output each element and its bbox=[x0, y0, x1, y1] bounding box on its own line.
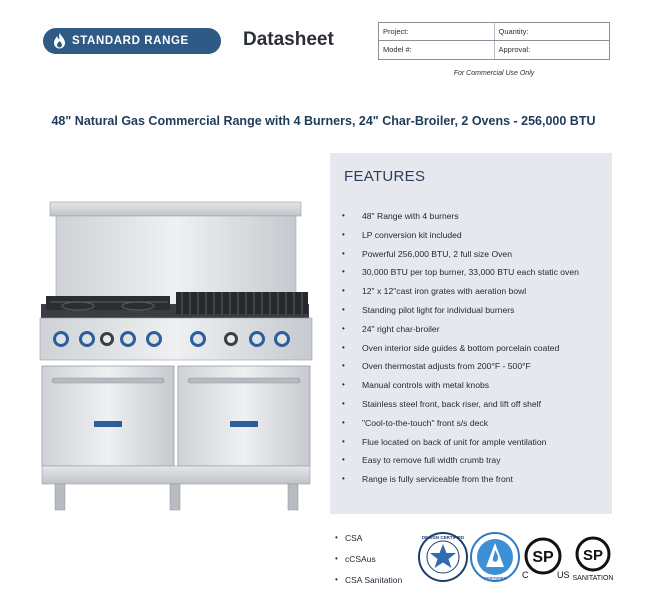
feature-text: 12" x 12"cast iron grates with aeration bowl bbox=[362, 286, 527, 297]
bullet-icon: • bbox=[342, 248, 345, 258]
certification-item bbox=[335, 575, 402, 593]
bullet-icon: • bbox=[335, 533, 338, 542]
project-info-box bbox=[378, 22, 610, 60]
bullet-icon: • bbox=[342, 455, 345, 465]
bullet-icon: • bbox=[342, 398, 345, 408]
design-certified-text: DESIGN CERTIFIED bbox=[421, 535, 465, 540]
feature-text: Powerful 256,000 BTU, 2 full size Oven bbox=[362, 248, 512, 259]
design-certified-seal-icon bbox=[419, 533, 467, 581]
brand-name: STANDARD RANGE bbox=[72, 35, 189, 47]
certification-list bbox=[335, 533, 402, 593]
feature-text: Oven interior side guides & bottom porcelain coated bbox=[362, 342, 560, 353]
commercial-range-image bbox=[38, 196, 316, 514]
csa-sanitation-mark-icon bbox=[573, 538, 614, 582]
feature-item bbox=[342, 437, 579, 456]
bullet-icon: • bbox=[335, 554, 338, 563]
feature-item bbox=[342, 418, 579, 437]
bullet-icon: • bbox=[342, 436, 345, 446]
feature-item bbox=[342, 343, 579, 362]
certification-text: CSA bbox=[345, 533, 363, 543]
features-panel bbox=[330, 153, 612, 514]
feature-text: Stainless steel front, back riser, and lift off shelf bbox=[362, 398, 541, 409]
bullet-icon: • bbox=[342, 323, 345, 333]
bullet-icon: • bbox=[342, 267, 345, 277]
csa-sanitation-mark-text: SP bbox=[582, 547, 604, 564]
feature-text: Range is fully serviceable from the front bbox=[362, 474, 513, 485]
feature-item bbox=[342, 230, 579, 249]
feature-item bbox=[342, 249, 579, 268]
bullet-icon: • bbox=[342, 211, 345, 220]
feature-item bbox=[342, 399, 579, 418]
feature-text: "Cool-to-the-touch" front s/s deck bbox=[362, 417, 488, 428]
feature-item bbox=[342, 455, 579, 474]
certification-text: CSA Sanitation bbox=[345, 575, 403, 585]
certified-seal-icon bbox=[471, 533, 519, 581]
feature-text: Easy to remove full width crumb tray bbox=[362, 455, 501, 466]
flame-icon bbox=[53, 33, 66, 49]
brand-logo bbox=[43, 28, 221, 54]
feature-text: LP conversion kit included bbox=[362, 229, 462, 240]
info-row-project bbox=[379, 23, 609, 41]
approval-field[interactable]: Approval: bbox=[494, 41, 610, 59]
feature-text: Manual controls with metal knobs bbox=[362, 380, 490, 391]
bullet-icon: • bbox=[335, 575, 338, 584]
bullet-icon: • bbox=[342, 380, 345, 390]
feature-item bbox=[342, 324, 579, 343]
feature-list bbox=[342, 211, 579, 493]
feature-item bbox=[342, 361, 579, 380]
quantity-field[interactable]: Quantity: bbox=[494, 23, 610, 40]
feature-text: Flue located on back of unit for ample ventilation bbox=[362, 436, 547, 447]
feature-item bbox=[342, 267, 579, 286]
sanitation-text: SANITATION bbox=[572, 575, 614, 582]
model-field[interactable]: Model #: bbox=[383, 45, 412, 54]
bullet-icon: • bbox=[342, 361, 345, 371]
info-row-model bbox=[379, 41, 609, 59]
csa-mark-text: SP bbox=[532, 549, 554, 566]
feature-text: 24" right char-broiler bbox=[362, 323, 440, 334]
page-title: Datasheet bbox=[243, 29, 334, 50]
feature-item bbox=[342, 380, 579, 399]
bullet-icon: • bbox=[342, 417, 345, 427]
c-text: C bbox=[522, 570, 529, 580]
commercial-use-note: For Commercial Use Only bbox=[453, 70, 535, 77]
bullet-icon: • bbox=[342, 342, 345, 352]
feature-text: Oven thermostat adjusts from 200°F - 500°F bbox=[362, 361, 531, 372]
bullet-icon: • bbox=[342, 229, 345, 239]
bullet-icon: • bbox=[342, 474, 345, 484]
us-text: US bbox=[557, 570, 570, 580]
certification-item bbox=[335, 554, 402, 575]
certification-item bbox=[335, 533, 402, 554]
product-title: 48" Natural Gas Commercial Range with 4 Burners, 24" Char-Broiler, 2 Ovens - 256,000 BTU bbox=[51, 114, 596, 128]
bullet-icon: • bbox=[342, 286, 345, 296]
features-heading: FEATURES bbox=[344, 168, 426, 185]
certified-text: CERTIFIED bbox=[483, 576, 507, 581]
certification-logos bbox=[418, 530, 623, 585]
feature-item bbox=[342, 286, 579, 305]
certification-text: cCSAus bbox=[345, 554, 376, 564]
bullet-icon: • bbox=[342, 304, 345, 314]
feature-text: 48" Range with 4 burners bbox=[362, 211, 459, 221]
feature-item bbox=[342, 474, 579, 493]
feature-text: 30,000 BTU per top burner, 33,000 BTU each static oven bbox=[362, 267, 579, 278]
feature-text: Standing pilot light for individual burners bbox=[362, 304, 515, 315]
feature-item bbox=[342, 305, 579, 324]
project-field[interactable]: Project: bbox=[383, 27, 409, 36]
csa-cus-mark-icon bbox=[522, 539, 570, 580]
feature-item bbox=[342, 211, 579, 230]
